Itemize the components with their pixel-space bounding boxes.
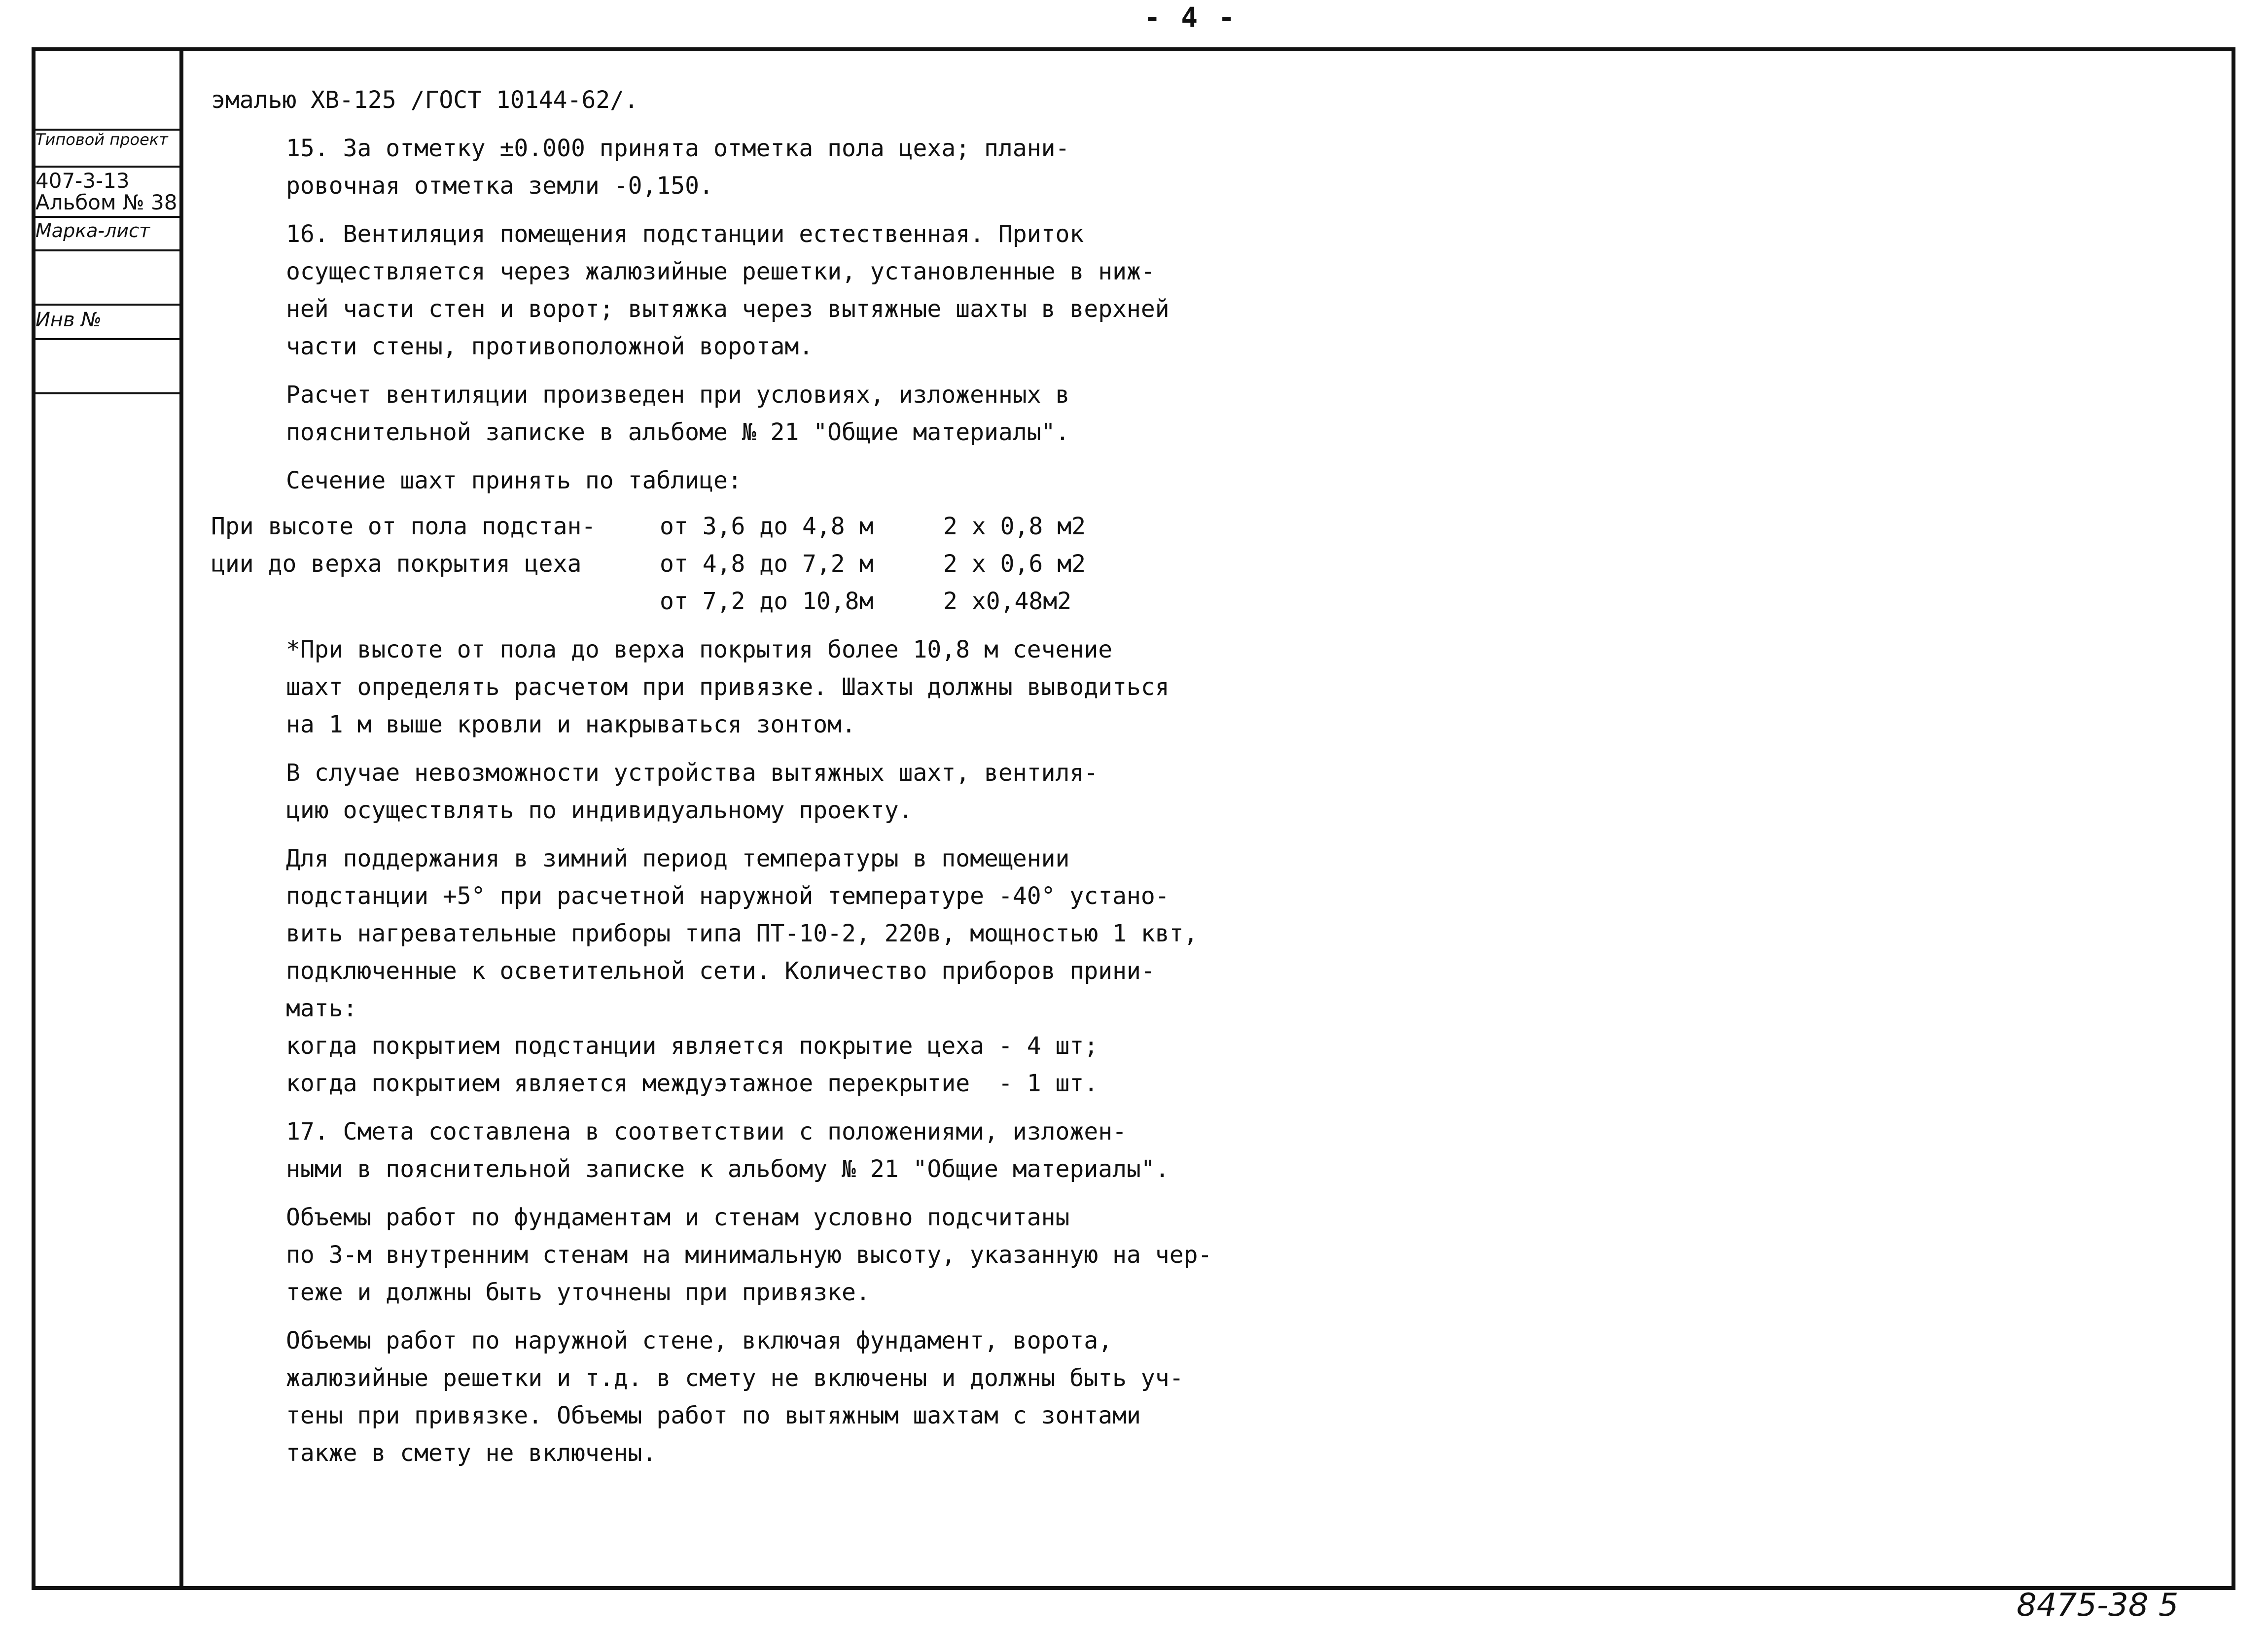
frame-divider <box>179 47 183 1590</box>
stamp-project-number: 407-3-13 <box>35 169 130 193</box>
stamp-divider <box>32 392 179 394</box>
stamp-project-type: Типовой проект <box>35 130 168 149</box>
table-cell: 2 х 0,8 м2 <box>943 513 1086 540</box>
stamp-divider <box>32 166 179 168</box>
stamp-divider <box>32 338 179 340</box>
document-code: 8475-38 5 <box>2017 1587 2179 1624</box>
text-block-bottom <box>211 631 1212 1483</box>
table-cell <box>211 583 660 620</box>
table-cell: от 7,2 до 10,8м <box>660 588 874 615</box>
paragraph: Объемы работ по наружной стене, включая фундамент, ворота, жалюзийные решетки и т.д. в смету не включены и должны быть уч- тены при привязке. Объемы работ по вытяжным шахтам с зонтами также в смету не включены. <box>286 1327 1184 1467</box>
side-stamp <box>32 47 179 402</box>
paragraph: Объемы работ по фундаментам и стенам условно подсчитаны по 3-м внутренним стенам на минимальную высоту, указанную на чер- теже и должны быть уточнены при привязке. <box>286 1204 1212 1306</box>
table-cell: 2 х 0,6 м2 <box>943 550 1086 578</box>
paragraph: 17. Смета составлена в соответствии с положениями, изложен- ными в пояснительной записке к альбому № 21 "Общие материалы". <box>286 1118 1169 1183</box>
table-cell: ции до верха покрытия цеха <box>211 550 582 578</box>
table-row <box>211 508 1140 545</box>
stamp-divider <box>32 249 179 251</box>
paragraph: *При высоте от пола до верха покрытия более 10,8 м сечение шахт определять расчетом при привязке. Шахты должны выводиться на 1 м выше кровли и накрываться зонтом. <box>286 636 1169 738</box>
table-row <box>211 583 1140 620</box>
text-block-top <box>211 81 1187 510</box>
table-row <box>211 545 1140 583</box>
paragraph: 15. За отметку ±0.000 принята отметка пола цеха; плани- ровочная отметка земли -0,150. <box>286 135 1070 200</box>
paragraph: 16. Вентиляция помещения подстанции естественная. Приток осуществляется через жалюзийные решетки, установленные в ниж- ней части стен и ворот; вытяжка через вытяжные шахты в верхней части стены, противоположной воротам. <box>286 220 1169 360</box>
table-cell: 2 х0,48м2 <box>943 588 1072 615</box>
stamp-album: Альбом № 38 <box>35 190 177 214</box>
page-number: - 4 - <box>1144 2 1237 34</box>
stamp-divider <box>32 216 179 218</box>
paragraph: Расчет вентиляции произведен при условиях, изложенных в пояснительной записке в альбоме № 21 "Общие материалы". <box>286 381 1070 446</box>
shaft-section-table <box>211 508 1140 620</box>
stamp-divider <box>32 304 179 306</box>
table-cell: При высоте от пола подстан- <box>211 513 596 540</box>
paragraph: В случае невозможности устройства вытяжных шахт, вентиля- цию осуществлять по индивидуальному проекту. <box>286 759 1099 824</box>
table-cell: от 4,8 до 7,2 м <box>660 550 874 578</box>
stamp-sheet-mark: Марка-лист <box>35 220 150 242</box>
paragraph: Сечение шахт принять по таблице: <box>286 467 742 494</box>
paragraph: Для поддержания в зимний период температуры в помещении подстанции +5° при расчетной наружной температуре -40° устано- вить нагревательные приборы типа ПТ-10-2, 220в, мощностью 1 квт, подключенные к осветительной сети. Количество приборов прини- мать: когда покрытием подстанции является покрытие цеха - 4 шт; когда покрытием является междуэтажное перекрытие - 1 шт. <box>286 845 1198 1097</box>
paragraph: эмалью ХВ-125 /ГОСТ 10144-62/. <box>211 86 638 114</box>
table-cell: от 3,6 до 4,8 м <box>660 513 874 540</box>
stamp-inventory-number: Инв № <box>35 309 102 331</box>
